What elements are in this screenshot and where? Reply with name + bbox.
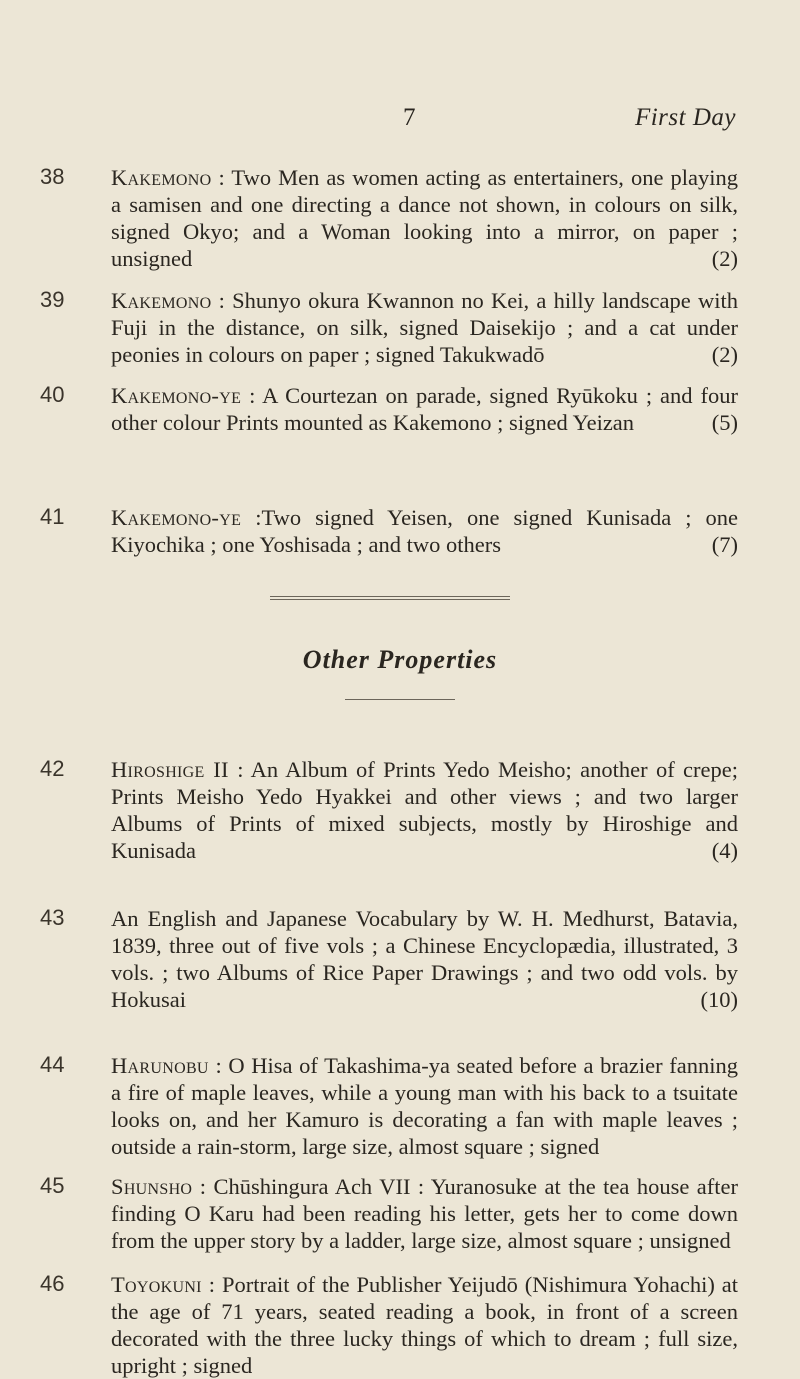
lot-lead: Harunobu (111, 1053, 209, 1078)
lot-description (111, 1052, 738, 1160)
lot-text: : A Courtezan on parade, signed Ryūkoku ; and four other colour Prints mounted as Kakemono ; signed Yeizan (111, 383, 739, 435)
lot-description (111, 164, 738, 272)
lot-lead: Hiroshige II (111, 757, 229, 782)
lot-description (111, 756, 738, 864)
lot-text: : O Hisa of Takashima-ya seated before a brazier fanning a fire of maple leaves, while a young man with his back to a tsuitate looks on, and her Kamuro is decorating a fan with maple leaves ; outside a rain-storm, large size, almost square ; signed (111, 1053, 739, 1159)
lot-lead: Kakemono-ye (111, 383, 242, 408)
lot-quantity: (7) (711, 532, 738, 557)
lot-number: 38 (40, 164, 65, 189)
section-rule (270, 596, 510, 600)
lot-description (111, 382, 738, 436)
lot-number: 41 (40, 504, 65, 529)
lot-number: 42 (40, 756, 65, 781)
lot-lead: Shunsho (111, 1174, 193, 1199)
lot-number: 43 (40, 905, 65, 930)
lot-number: 45 (40, 1173, 65, 1198)
lot-lead: Toyokuni (111, 1272, 202, 1297)
lot-text: : An Album of Prints Yedo Meisho; another of crepe; Prints Meisho Yedo Hyakkei and other views ; and two larger Albums of Prints of mixed subjects, mostly by Hiroshige and Kunisada (111, 757, 739, 863)
lot-quantity: (4) (711, 838, 738, 863)
running-title: First Day (634, 104, 736, 131)
section-title: Other Properties (302, 645, 498, 674)
lot-number: 44 (40, 1052, 65, 1077)
lot-text: :Two signed Yeisen, one signed Kunisada ; one Kiyochika ; one Yoshisada ; and two others (111, 505, 738, 557)
lot-quantity: (10) (700, 987, 738, 1012)
lot-text: : Shunyo okura Kwannon no Kei, a hilly landscape with Fuji in the distance, on silk, signed Daisekijo ; and a cat under peonies in colours on paper ; signed Takukwadō (111, 288, 738, 367)
lot-lead: Kakemono-ye (111, 505, 242, 530)
section-rule-short (345, 699, 455, 700)
lot-text: An English and Japanese Vocabulary by W. H. Medhurst, Batavia, 1839, three out of five vols ; a Chinese Encyclopædia, illustrated, 3 vols. ; two Albums of Rice Paper Drawings ; and two odd vols. by Hokusai (111, 906, 738, 1012)
lot-text: : Chūshingura Ach VII : Yuranosuke at the tea house after finding O Karu had been reading his letter, gets her to come down from the upper story by a ladder, large size, almost square ; unsigned (111, 1174, 738, 1253)
lot-number: 46 (40, 1271, 65, 1296)
lot-text: : Portrait of the Publisher Yeijudō (Nishimura Yohachi) at the age of 71 years, seated reading a book, in front of a screen decorated with the three lucky things of which to dream ; full size, upright ; signed (111, 1272, 738, 1378)
lot-number: 39 (40, 287, 65, 312)
lot-text: : Two Men as women acting as entertainers, one playing a samisen and one directing a dance not shown, in colours on silk, signed Okyo; and a Woman looking into a mirror, on paper ; unsigned (111, 165, 739, 271)
lot-lead: Kakemono (111, 165, 212, 190)
lot-lead: Kakemono (111, 288, 212, 313)
lot-number: 40 (40, 382, 65, 407)
page-number: 7 (403, 104, 416, 131)
lot-description (111, 287, 738, 368)
lot-quantity: (5) (711, 410, 738, 435)
lot-description (111, 1173, 738, 1254)
lot-description (111, 504, 738, 558)
lot-description (111, 1271, 738, 1379)
lot-quantity: (2) (711, 246, 738, 271)
lot-quantity: (2) (711, 342, 738, 367)
lot-description (111, 905, 738, 1013)
